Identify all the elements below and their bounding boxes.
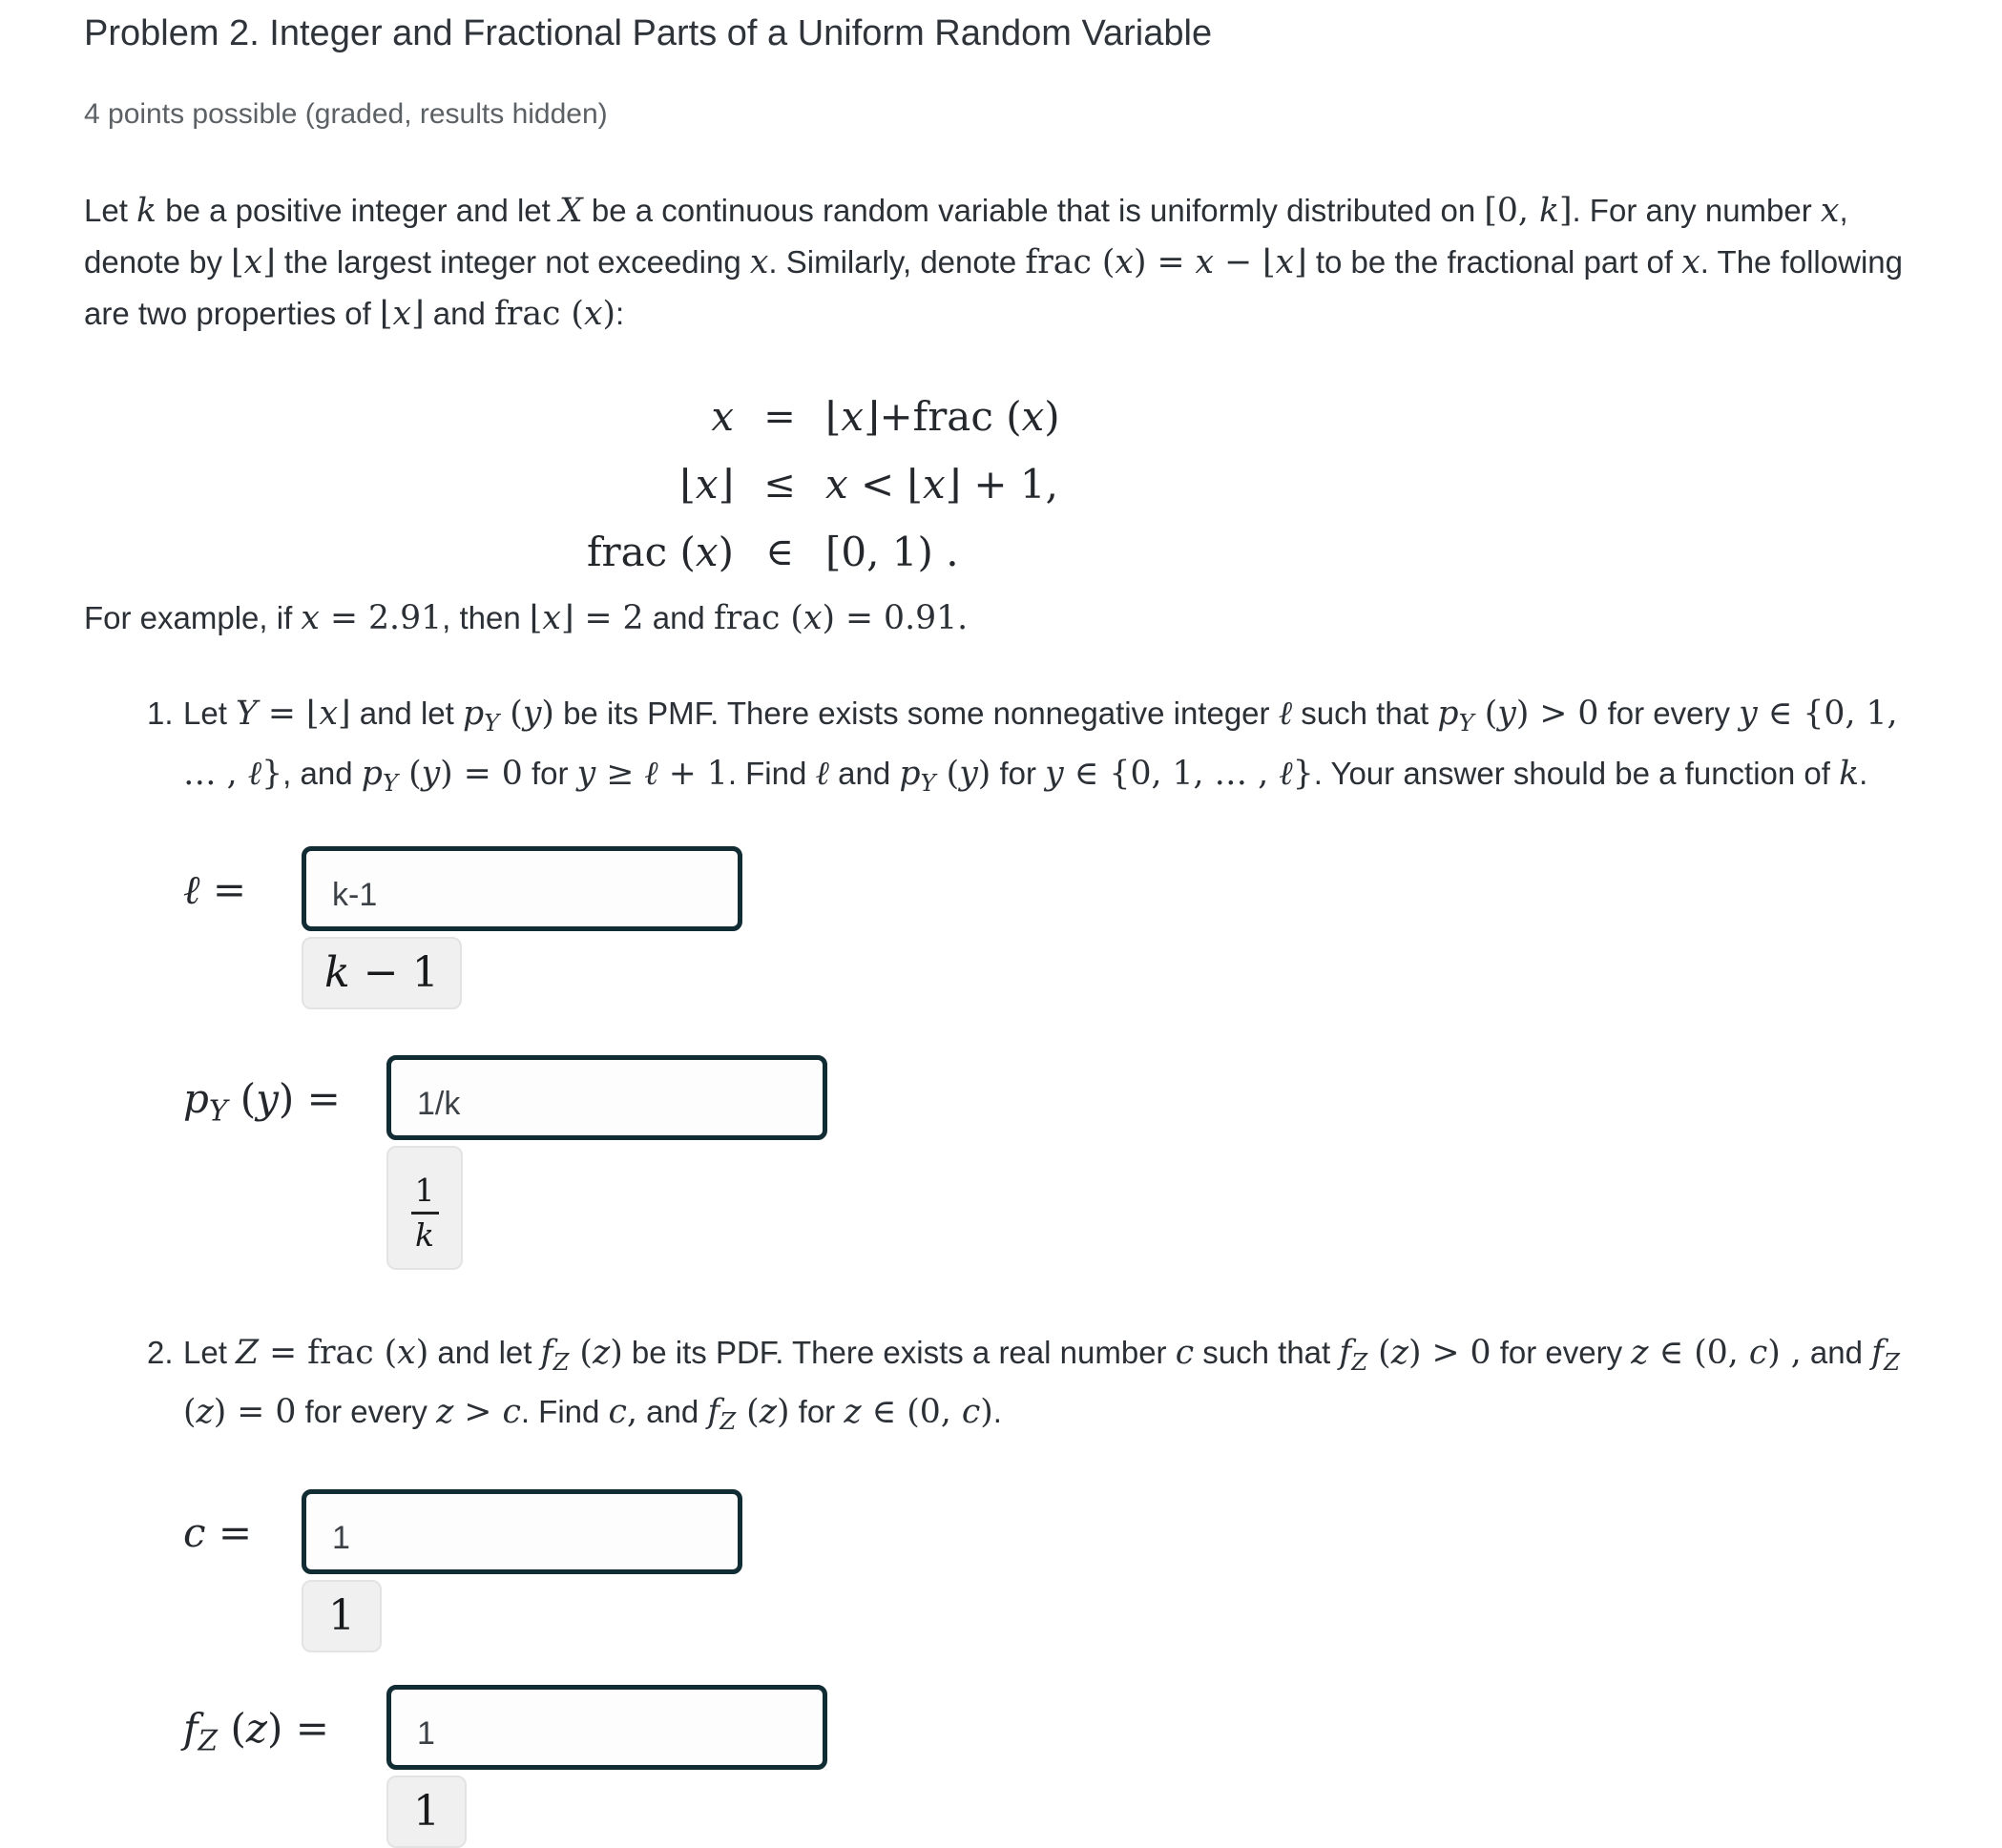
ell-preview: k − 1 <box>302 937 462 1009</box>
py-input[interactable] <box>386 1055 827 1140</box>
equation-row2-rhs: x < ⌊x⌋ + 1, <box>825 461 1059 508</box>
ell-answer-row <box>183 846 1918 1009</box>
equation-row3-relation: ∈ <box>765 530 794 574</box>
problem-statement: Let k be a positive integer and let X be a continuous random variable that is uniformly distributed on [0, k]. For any number x, denote by ⌊x⌋ the largest integer not exceeding x. Similarly, denote frac (x) = x − ⌊x⌋ to be the fractional part of x. The following are two properties of ⌊x⌋ and frac (x): <box>84 192 1903 333</box>
problem-list <box>147 688 1918 1848</box>
equation-row1-lhs: x <box>711 393 734 440</box>
ell-label: ℓ = <box>183 865 247 913</box>
equation-row3-rhs: [0, 1) . <box>825 529 959 575</box>
equation-block <box>587 384 1060 587</box>
equation-row3-lhs: frac (x) <box>587 529 734 575</box>
py-preview-fraction <box>411 1172 439 1255</box>
fz-label: $f_Z$ (z) = <box>183 1705 329 1757</box>
list-item-2 <box>147 1327 1918 1848</box>
c-label: c = <box>183 1509 253 1557</box>
list-item-1 <box>147 688 1918 1270</box>
equation-row2-lhs: ⌊x⌋ <box>679 461 734 508</box>
c-input[interactable] <box>302 1489 742 1574</box>
example-text: For example, if x = 2.91, then ⌊x⌋ = 2 and frac (x) = 0.91. <box>84 599 969 637</box>
equation-row1-rhs: ⌊x⌋+frac (x) <box>825 393 1060 440</box>
fz-answer-row <box>183 1685 1918 1848</box>
py-preview-numerator: 1 <box>411 1172 439 1215</box>
equation-row2-relation: ≤ <box>763 463 796 507</box>
list-item-1-marker: 1. <box>147 696 174 731</box>
list-item-2-text: Let Z = frac (x) and let $f_Z$ (z) be its PDF. There exists a real number c such that $f_Z$ (z) > 0 for every z ∈ (0, c) , and $f_Z$ (z) = 0 for every z > c. Find c, and $f_Z$ (z) for z ∈ (0, c). <box>183 1333 1900 1436</box>
equation-row1-relation: = <box>763 395 796 439</box>
c-answer-row <box>183 1489 1918 1652</box>
list-item-1-text: Let Y = ⌊x⌋ and let $p_Y$ (y) be its PMF. There exists some nonnegative integer ℓ such that $p_Y$ (y) > 0 for every y ∈ {0, 1, … , ℓ}, and $p_Y$ (y) = 0 for y ≥ ℓ + 1. Find ℓ and $p_Y$ (y) for y ∈ {0, 1, … , ℓ}. Your answer should be a function of k. <box>183 695 1898 797</box>
py-preview <box>386 1146 463 1270</box>
py-label: $p_Y$ (y) = <box>183 1074 341 1127</box>
fz-preview: 1 <box>386 1775 467 1848</box>
c-preview: 1 <box>302 1580 382 1652</box>
py-answer-row <box>183 1055 1918 1270</box>
page-title: Problem 2. Integer and Fractional Parts of a Uniform Random Variable <box>84 13 1213 53</box>
points-info: 4 points possible (graded, results hidden) <box>84 98 608 130</box>
fz-input[interactable] <box>386 1685 827 1770</box>
ell-input[interactable] <box>302 846 742 931</box>
list-item-2-marker: 2. <box>147 1334 174 1370</box>
py-preview-denominator: k <box>415 1215 434 1254</box>
